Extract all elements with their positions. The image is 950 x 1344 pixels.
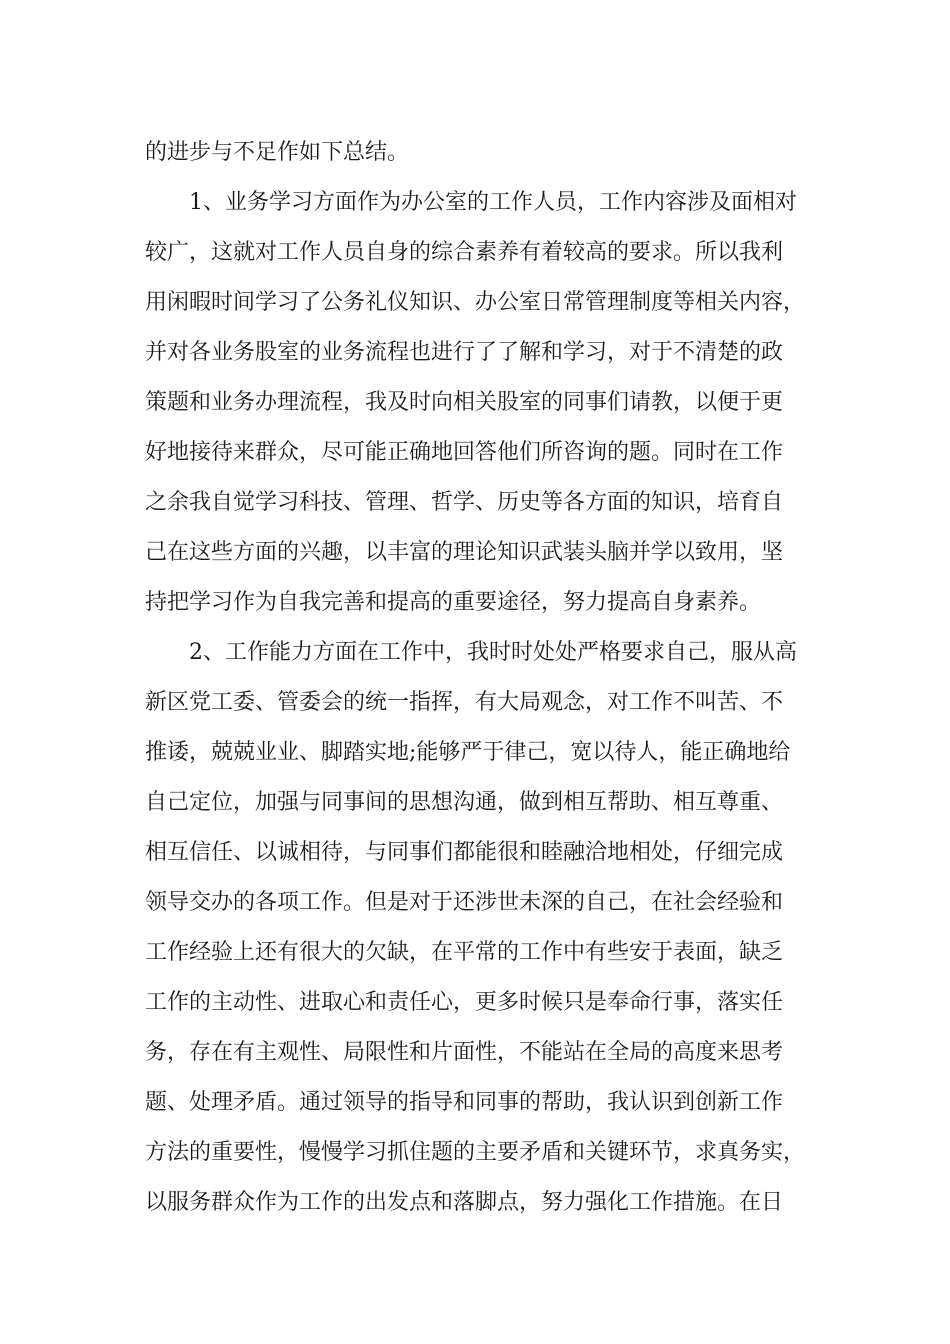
document-body	[145, 128, 835, 1228]
text-line: 新区党工委、管委会的统一指挥，有大局观念，对工作不叫苦、不	[145, 690, 784, 715]
paragraph-2-first-line: 2、工作能力方面在工作中，我时时处处严格要求自己，服从高	[189, 640, 797, 665]
text-line: 务，存在有主观性、局限性和片面性，不能站在全局的高度来思考	[145, 1040, 784, 1065]
text-line: 推诿，兢兢业业、脚踏实地;能够严于律己，宽以待人，能正确地给	[145, 740, 791, 765]
text-line: 工作的主动性、进取心和责任心，更多时候只是奉命行事，落实任	[145, 990, 784, 1015]
paragraph-1-first-line: 1、业务学习方面作为办公室的工作人员，工作内容涉及面相对	[189, 190, 797, 215]
text-line: 之余我自觉学习科技、管理、哲学、历史等各方面的知识，培育自	[145, 490, 784, 515]
text-line: 题、处理矛盾。通过领导的指导和同事的帮助，我认识到创新工作	[145, 1090, 784, 1115]
text-line: 己在这些方面的兴趣，以丰富的理论知识武装头脑并学以致用，坚	[145, 540, 784, 565]
text-line: 并对各业务股室的业务流程也进行了了解和学习，对于不清楚的政	[145, 340, 784, 365]
text-line: 持把学习作为自我完善和提高的重要途径，努力提高自身素养。	[145, 590, 762, 615]
text-line: 用闲暇时间学习了公务礼仪知识、办公室日常管理制度等相关内容，	[145, 290, 806, 315]
text-line: 自己定位，加强与同事间的思想沟通，做到相互帮助、相互尊重、	[145, 790, 784, 815]
text-line: 工作经验上还有很大的欠缺，在平常的工作中有些安于表面，缺乏	[145, 940, 784, 965]
text-line: 策题和业务办理流程，我及时向相关股室的同事们请教，以便于更	[145, 390, 784, 415]
text-line: 好地接待来群众，尽可能正确地回答他们所咨询的题。同时在工作	[145, 440, 784, 465]
text-line: 领导交办的各项工作。但是对于还涉世未深的自己，在社会经验和	[145, 890, 784, 915]
text-line: 以服务群众作为工作的出发点和落脚点，努力强化工作措施。在日	[145, 1190, 784, 1215]
text-line: 相互信任、以诚相待，与同事们都能很和睦融洽地相处，仔细完成	[145, 840, 784, 865]
text-line: 的进步与不足作如下总结。	[145, 140, 410, 165]
text-line: 方法的重要性，慢慢学习抓住题的主要矛盾和关键环节，求真务实，	[145, 1140, 806, 1165]
text-line: 较广，这就对工作人员自身的综合素养有着较高的要求。所以我利	[145, 240, 784, 265]
